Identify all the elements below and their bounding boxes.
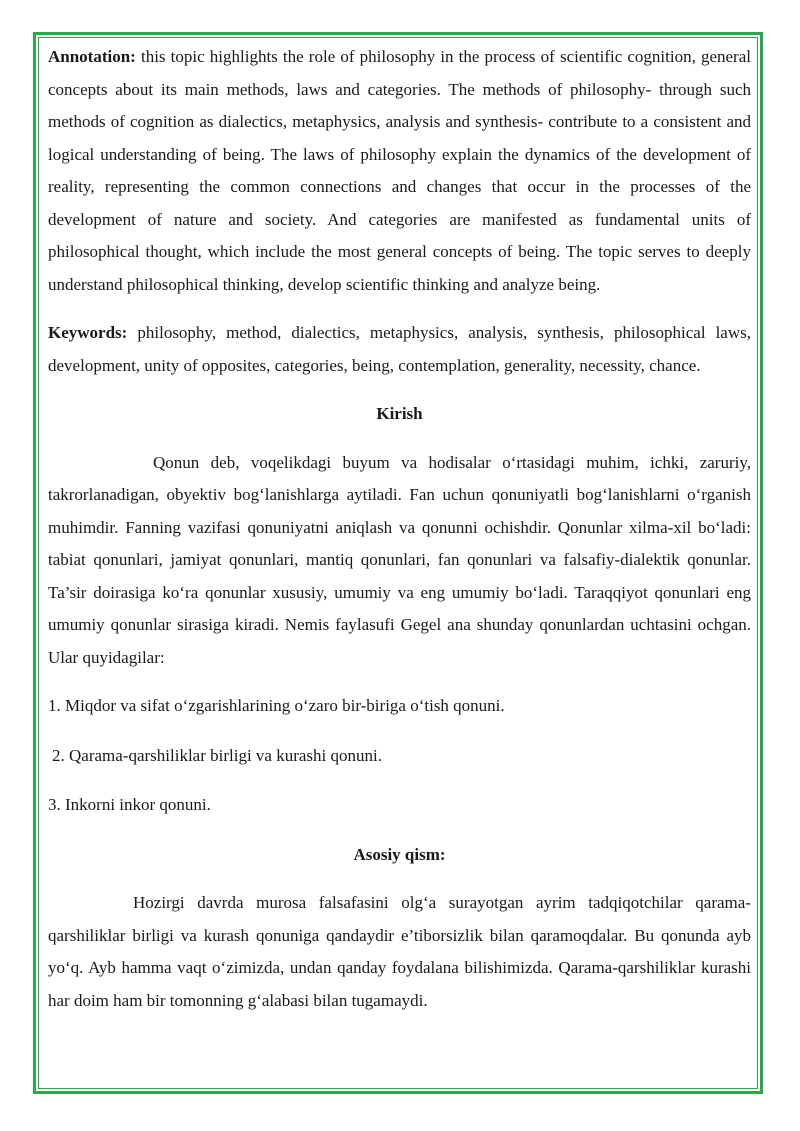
main-paragraph: Hozirgi davrda murosa falsafasini olg‘a surayotgan ayrim tadqiqotchilar qarama-qarshiliklar birligi va kurash qonuniga qandaydir e’tiborsizlik bilan qaramoqdalar. Bu qonunda ayb yo‘q. Ayb hamma vaqt o‘zimizda, undan qanday foydalana bilishimizda. Qarama-qarshiliklar kurashi har doim ham bir tomonning g‘alabasi bilan tugamaydi. — [48, 893, 751, 1010]
annotation-text: this topic highlights the role of philosophy in the process of scientific cognition, general concepts about its main methods, laws and categories. The methods of philosophy- through such methods of cognition as dialectics, metaphysics, analysis and synthesis- contribute to a consistent and logical understanding of being. The laws of philosophy explain the dynamics of the development of reality, representing the common connections and changes that occur in the processes of the development of nature and society. And categories are manifested as fundamental units of philosophical thought, which include the most general concepts of being. The topic serves to deeply understand philosophical thinking, develop scientific thinking and analyze being. — [48, 47, 751, 294]
annotation-paragraph — [48, 41, 751, 301]
law-list-item-3: 3. Inkorni inkor qonuni. — [48, 795, 211, 814]
law-list-item-1: 1. Miqdor va sifat o‘zgarishlarining o‘zaro bir-biriga o‘tish qonuni. — [48, 696, 505, 715]
intro-heading: Kirish — [376, 404, 423, 423]
keywords-paragraph — [48, 317, 751, 382]
law-list-item-2: 2. Qarama-qarshiliklar birligi va kurashi qonuni. — [52, 745, 382, 765]
annotation-label: Annotation: — [48, 47, 136, 66]
intro-paragraph: Qonun deb, voqelikdagi buyum va hodisalar o‘rtasidagi muhim, ichki, zaruriy, takrorlanadigan, obyektiv bog‘lanishlarga aytiladi. Fan uchun qonuniyatli bog‘lanishlarni o‘rganish muhimdir. Fanning vazifasi qonuniyatni aniqlash va qonunni ochishdir. Qonunlar xilma-xil bo‘ladi: tabiat qonunlari, jamiyat qonunlari, mantiq qonunlari, fan qonunlari va falsafiy-dialektik qonunlar. Ta’sir doirasiga ko‘ra qonunlar xususiy, umumiy va eng umumiy bo‘ladi. Taraqqiyot qonunlari eng umumiy qonunlar sirasiga kiradi. Nemis faylasufi Gegel ana shunday qonunlardan uchtasini ochgan. Ular quyidagilar: — [48, 452, 751, 667]
document-body — [48, 41, 751, 1087]
keywords-label: Keywords: — [48, 323, 128, 342]
keywords-text: philosophy, method, dialectics, metaphysics, analysis, synthesis, philosophical laws, development, unity of opposites, categories, being, contemplation, generality, necessity, chance. — [48, 323, 751, 375]
main-heading: Asosiy qism: — [353, 844, 446, 864]
